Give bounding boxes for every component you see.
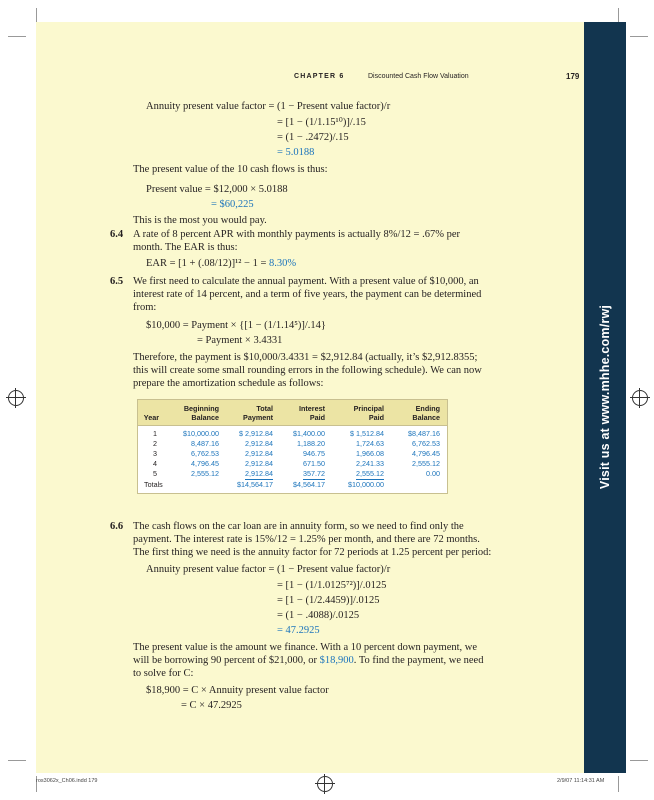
ear-equation <box>146 257 296 270</box>
annuity-factor-line-1: Annuity present value factor = (1 − Present value factor)/r <box>146 101 391 112</box>
paragraph: to solve for C: <box>133 668 194 679</box>
annuity-factor-line-2: = [1 − (1/1.15¹⁰)]/.15 <box>277 117 366 128</box>
page-number: 179 <box>566 72 580 81</box>
crop-mark <box>630 36 648 37</box>
crop-mark <box>8 36 26 37</box>
column-header: Interest Paid <box>299 404 325 422</box>
paragraph: This is the most you would pay. <box>133 215 267 226</box>
payment-equation-2: = C × 47.2925 <box>181 700 242 711</box>
sidebar-url-text: Visit us at www.mhhe.com/rwj <box>598 304 612 490</box>
paragraph: will be borrowing 90 percent of $21,000, or $18,900. To find the payment, we need <box>133 655 484 666</box>
crop-mark <box>618 776 619 792</box>
paragraph: Therefore, the payment is $10,000/3.4331 = $2,912.84 (actually, it’s $2,912.8355; <box>133 352 478 363</box>
annuity-factor-result: = 47.2925 <box>277 625 320 636</box>
table-row: 1 $10,000.00 $ 2,912.84 $1,400.00 $ 1,512.84 $8,487.16 <box>153 429 440 438</box>
paragraph: from: <box>133 302 157 313</box>
payment-equation-1: $18,900 = C × Annuity present value factor <box>146 685 329 696</box>
table-header <box>138 400 447 426</box>
paragraph: payment. The interest rate is 15%/12 = 1.25% per month, and there are 72 months. <box>133 534 480 545</box>
registration-mark-icon <box>8 390 24 406</box>
annuity-factor-line-1: Annuity present value factor = (1 − Present value factor)/r <box>146 564 391 575</box>
paragraph: We first need to calculate the annual payment. With a present value of $10,000, an <box>133 276 479 287</box>
paragraph: The cash flows on the car loan are in annuity form, so we need to find only the <box>133 521 464 532</box>
column-header: Ending Balance <box>412 404 440 422</box>
financed-amount: $18,900 <box>319 655 354 666</box>
problem-number: 6.4 <box>110 229 124 240</box>
present-value-line-1: Present value = $12,000 × 5.0188 <box>146 184 288 195</box>
table-row: 3 6,762.53 2,912.84 946.75 1,966.08 4,796.45 <box>153 449 440 458</box>
problem-number: 6.6 <box>110 521 124 532</box>
table-row: 5 2,555.12 2,912.84 357.72 2,555.12 0.00 <box>153 469 440 478</box>
footer-file-name: ros3062x_Ch06.indd 179 <box>36 778 98 784</box>
crop-mark <box>8 760 26 761</box>
registration-mark-icon <box>317 776 333 792</box>
column-header: Beginning Balance <box>183 404 219 422</box>
table-totals-row: Totals $14,564.17 $4,564.17 $10,000.00 <box>144 480 384 489</box>
column-header: Total Payment <box>243 404 273 422</box>
payment-equation-1: $10,000 = Payment × {[1 − (1/1.14⁵)]/.14} <box>146 320 326 331</box>
paragraph: A rate of 8 percent APR with monthly payments is actually 8%/12 = .67% per <box>133 229 460 240</box>
column-header: Year <box>143 413 159 422</box>
paragraph: prepare the amortization schedule as follows: <box>133 378 324 389</box>
table-row: 4 4,796.45 2,912.84 671.50 2,241.33 2,555.12 <box>153 459 440 468</box>
paragraph: month. The EAR is thus: <box>133 242 238 253</box>
table-row: 2 8,487.16 2,912.84 1,188.20 1,724.63 6,762.53 <box>153 439 440 448</box>
problem-number: 6.5 <box>110 276 124 287</box>
amortization-table <box>137 399 448 494</box>
annuity-factor-result: = 5.0188 <box>277 147 315 158</box>
annuity-factor-line-2: = [1 − (1/1.0125⁷²)]/.0125 <box>277 580 387 591</box>
payment-equation-2: = Payment × 3.4331 <box>197 335 283 346</box>
chapter-title: Discounted Cash Flow Valuation <box>368 73 469 80</box>
column-header: Principal Paid <box>353 404 384 422</box>
crop-mark <box>630 760 648 761</box>
registration-mark-icon <box>632 390 648 406</box>
paragraph: The first thing we need is the annuity factor for 72 periods at 1.25 percent per period: <box>133 547 492 558</box>
chapter-label: CHAPTER 6 <box>294 73 345 80</box>
present-value-result: = $60,225 <box>211 199 254 210</box>
ear-result: 8.30% <box>269 258 297 269</box>
paragraph: this will create some small rounding errors in the following schedule). We can now <box>133 365 482 376</box>
annuity-factor-line-3: = [1 − (1/2.4459)]/.0125 <box>277 595 380 606</box>
annuity-factor-line-4: = (1 − .4088)/.0125 <box>277 610 360 621</box>
annuity-factor-line-3: = (1 − .2472)/.15 <box>277 132 349 143</box>
ear-formula: EAR = [1 + (.08/12)]¹² − 1 = <box>146 258 270 269</box>
paragraph: The present value of the 10 cash flows is thus: <box>133 164 328 175</box>
paragraph: The present value is the amount we finance. With a 10 percent down payment, we <box>133 642 478 653</box>
footer-timestamp: 2/9/07 11:14:31 AM <box>557 778 605 784</box>
paragraph: interest rate of 14 percent, and a term of five years, the payment can be determined <box>133 289 482 300</box>
